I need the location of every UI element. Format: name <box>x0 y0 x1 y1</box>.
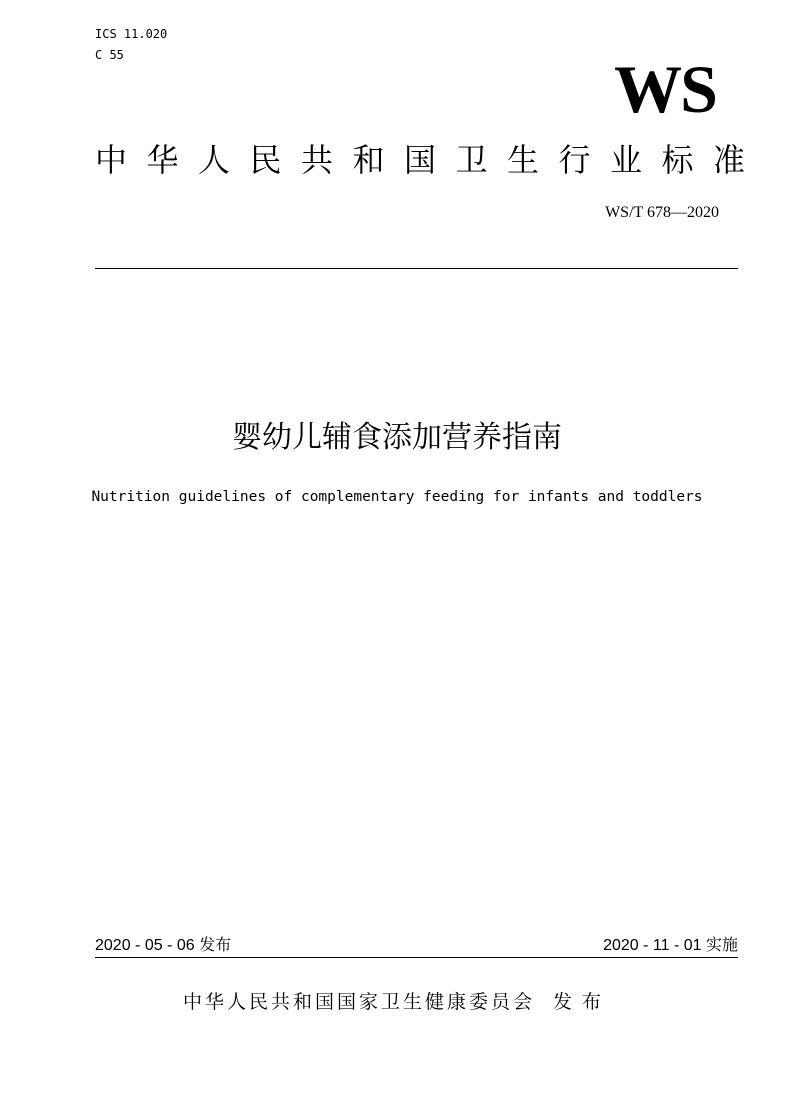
ics-code: ICS 11.020 <box>95 27 168 41</box>
issuing-authority: 中华人民共和国国家卫生健康委员会 <box>182 991 535 1013</box>
document-title-zh: 婴幼儿辅食添加营养指南 <box>232 420 562 455</box>
header-divider <box>95 268 738 269</box>
issuer-line <box>0 988 794 1016</box>
ccs-code: C 55 <box>95 48 124 62</box>
publish-label: 发布 <box>553 991 612 1013</box>
footer-divider <box>95 957 738 958</box>
document-title-en: Nutrition guidelines of complementary feeding for infants and toddlers <box>91 489 703 505</box>
implementation-date: 2020 - 11 - 01 实施 <box>603 937 738 954</box>
issue-date: 2020 - 05 - 06 发布 <box>95 937 232 954</box>
ws-logo: WS <box>614 51 716 127</box>
standard-number: WS/T 678—2020 <box>605 204 719 221</box>
standard-category-title: 中华人民共和国卫生行业标准 <box>95 141 765 179</box>
